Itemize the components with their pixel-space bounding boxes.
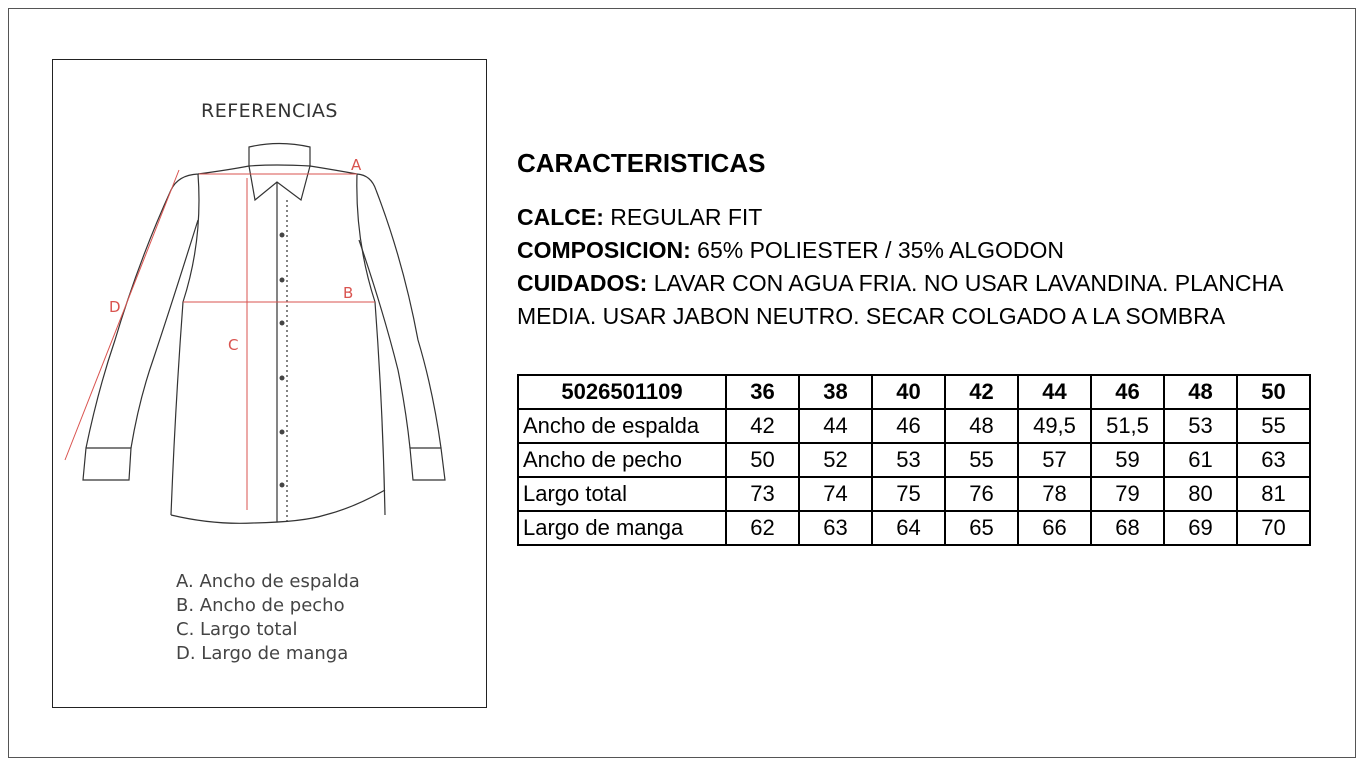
table-cell: 70 <box>1237 511 1310 545</box>
legend-item: B. Ancho de pecho <box>176 595 345 616</box>
table-cell: 49,5 <box>1018 409 1091 443</box>
row-label: Ancho de espalda <box>518 409 726 443</box>
table-cell: 42 <box>726 409 799 443</box>
table-cell: 74 <box>799 477 872 511</box>
table-cell: 64 <box>872 511 945 545</box>
marker-d: D <box>109 298 121 316</box>
size-header: 40 <box>872 375 945 409</box>
size-header: 48 <box>1164 375 1237 409</box>
reference-panel <box>52 59 487 708</box>
table-cell: 69 <box>1164 511 1237 545</box>
marker-b: B <box>343 284 354 302</box>
table-row <box>518 477 1310 511</box>
table-cell: 50 <box>726 443 799 477</box>
table-cell: 65 <box>945 511 1018 545</box>
size-header: 38 <box>799 375 872 409</box>
table-cell: 63 <box>1237 443 1310 477</box>
button-dot <box>280 233 285 238</box>
care-value: LAVAR CON AGUA FRIA. NO USAR LAVANDINA. PLANCHA MEDIA. USAR JABON NEUTRO. SECAR COLGADO A LA SOMBRA <box>517 270 1283 329</box>
table-cell: 81 <box>1237 477 1310 511</box>
table-cell: 55 <box>1237 409 1310 443</box>
table-cell: 66 <box>1018 511 1091 545</box>
measure-line-d <box>65 170 179 460</box>
legend-item: A. Ancho de espalda <box>176 571 360 592</box>
table-row <box>518 443 1310 477</box>
table-cell: 80 <box>1164 477 1237 511</box>
table-cell: 76 <box>945 477 1018 511</box>
marker-c: C <box>228 336 239 354</box>
fit-line <box>517 201 1317 234</box>
table-cell: 78 <box>1018 477 1091 511</box>
table-cell: 79 <box>1091 477 1164 511</box>
legend-item: D. Largo de manga <box>176 643 349 664</box>
table-cell: 62 <box>726 511 799 545</box>
table-cell: 44 <box>799 409 872 443</box>
row-label: Ancho de pecho <box>518 443 726 477</box>
table-row <box>518 409 1310 443</box>
size-header: 42 <box>945 375 1018 409</box>
measure-markers <box>109 156 362 354</box>
size-table-header <box>518 375 1310 409</box>
table-cell: 75 <box>872 477 945 511</box>
button-dot <box>280 321 285 326</box>
table-cell: 52 <box>799 443 872 477</box>
table-cell: 46 <box>872 409 945 443</box>
table-cell: 53 <box>872 443 945 477</box>
table-cell: 53 <box>1164 409 1237 443</box>
size-header: 44 <box>1018 375 1091 409</box>
care-label: CUIDADOS: <box>517 270 648 296</box>
table-cell: 61 <box>1164 443 1237 477</box>
row-label: Largo total <box>518 477 726 511</box>
shirt-outline <box>83 144 445 524</box>
button-dot <box>280 376 285 381</box>
table-cell: 51,5 <box>1091 409 1164 443</box>
characteristics-title: CARACTERISTICAS <box>517 148 766 178</box>
table-cell: 68 <box>1091 511 1164 545</box>
table-cell: 59 <box>1091 443 1164 477</box>
composition-line <box>517 234 1317 267</box>
size-table <box>517 374 1311 546</box>
table-cell: 73 <box>726 477 799 511</box>
marker-a: A <box>351 156 362 174</box>
size-header: 50 <box>1237 375 1310 409</box>
button-dot <box>280 278 285 283</box>
table-cell: 48 <box>945 409 1018 443</box>
button-dot <box>280 483 285 488</box>
legend-item: C. Largo total <box>176 619 298 640</box>
characteristics-section <box>517 148 1317 333</box>
table-cell: 57 <box>1018 443 1091 477</box>
reference-title: REFERENCIAS <box>201 100 338 122</box>
shirt-diagram <box>53 130 486 600</box>
table-cell: 55 <box>945 443 1018 477</box>
table-cell: 63 <box>799 511 872 545</box>
care-line <box>517 267 1317 333</box>
fit-label: CALCE: <box>517 204 604 230</box>
measure-lines <box>65 170 375 510</box>
shirt-buttons <box>280 233 285 488</box>
composition-value: 65% POLIESTER / 35% ALGODON <box>697 237 1065 263</box>
product-code: 5026501109 <box>518 375 726 409</box>
reference-legend <box>176 570 360 666</box>
fit-value: REGULAR FIT <box>610 204 763 230</box>
row-label: Largo de manga <box>518 511 726 545</box>
button-dot <box>280 430 285 435</box>
composition-label: COMPOSICION: <box>517 237 691 263</box>
size-header: 36 <box>726 375 799 409</box>
size-header: 46 <box>1091 375 1164 409</box>
table-row <box>518 511 1310 545</box>
